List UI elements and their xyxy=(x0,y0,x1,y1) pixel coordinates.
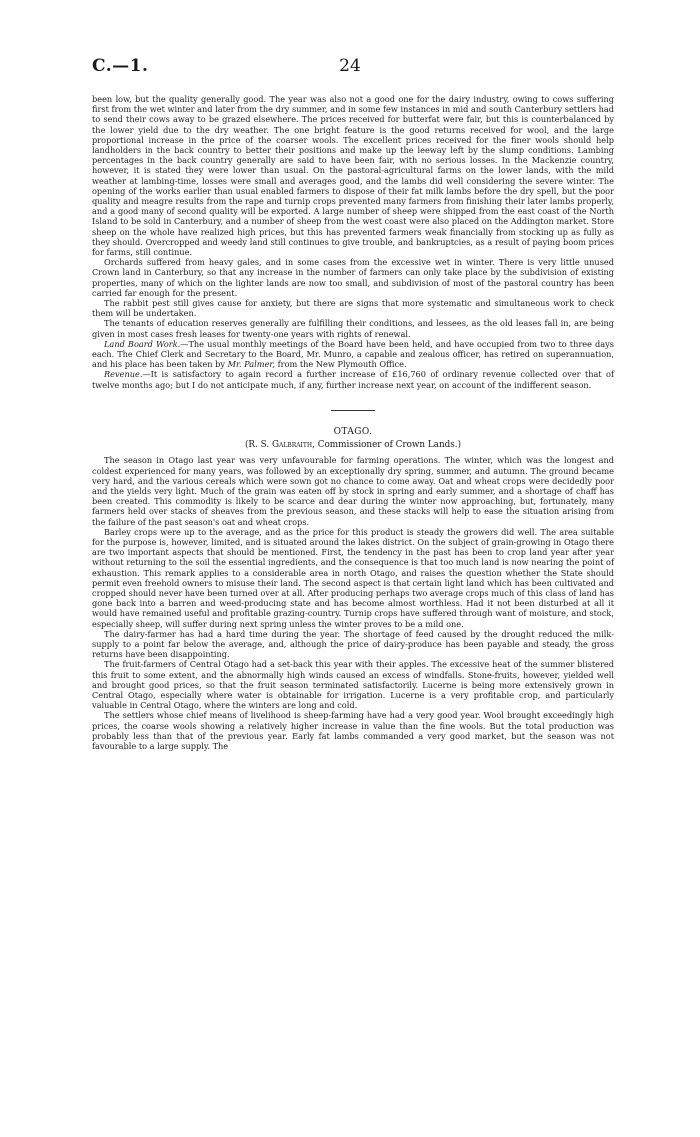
paragraph-text: from the New Plymouth Office. xyxy=(275,359,407,370)
paragraph: The season in Otago last year was very unfavourable for farming operations. The winter, which was the longest and coldest experienced for many years, was followed by an exceptionally dry spring, summer, and autumn. The ground became very hard, and the various cereals which were sown got no chance to come away. Oat and wheat crops were decidedly poor and the yields very light. Much of the grain was eaten off by stock in spring and early summer, and a shortage of chaff has been created. This commodity is likely to be scarce and dear during the winter now approaching, but, fortunately, many farmers held over stacks of sheaves from the previous season, and these stacks will help to ease the situation arising from the failure of the past season's oat and wheat crops. xyxy=(92,455,614,527)
section-author-line xyxy=(92,440,614,450)
paragraph-revenue xyxy=(92,369,614,389)
body-text xyxy=(92,94,614,751)
author-name: Galbraith xyxy=(271,440,313,451)
paragraph: Barley crops were up to the average, and as the price for this product is steady the growers did well. The area suitable for the purpose is, however, limited, and is situated around the lakes district. On the subject of grain-growing in Otago there are two important aspects that should be mentioned. First, the tendency in the past has been to crop land year after year without returning to the soil the essential ingredients, and the consequence is that too much land is now nearing the point of exhaustion. This remark applies to a considerable area in north Otago, and raises the question whether the State should permit even freehold owners to misuse their land. The second aspect is that certain light land which has been cultivated and cropped should never have been turned over at all. After producing perhaps two average crops much of this class of land has gone back into a barren and weed-producing state and has become almost worthless. Had it not been disturbed at all it would have remained useful and profitable grazing-country. Turnip crops have suffered through want of moisture, and stock, especially sheep, will suffer during next spring unless the winter proves to be a mild one. xyxy=(92,526,614,629)
paragraph: The fruit-farmers of Central Otago had a set-back this year with their apples. The excessive heat of the summer blistered this fruit to some extent, and the abnormally high winds caused an excess of windfalls. Stone-fruits, however, yielded well and brought good prices, so that the fruit season terminated satisfactorily. Lucerne is being more extensively grown in Central Otago, especially where water is obtainable for irrigation. Lucerne is a very profitable crop, and particularly valuable in Central Otago, where the winters are long and cold. xyxy=(92,659,614,711)
paragraph: The settlers whose chief means of livelihood is sheep-farming have had a very good year. Wool brought exceedingly high prices, the coarse wools showing a relatively higher increase in value than the fine wools. But the total production was probably less than that of the previous year. Early fat lambs commanded a very good market, but the season was not favourable to a large supply. The xyxy=(92,710,614,751)
page-number: 24 xyxy=(339,56,361,76)
author-open: (R. S. xyxy=(244,440,272,451)
author-title: , Commissioner of Crown Lands.) xyxy=(312,440,461,451)
paragraph: The tenants of education reserves generally are fulfilling their conditions, and lessees, as the old leases fall in, are being given in most cases fresh leases for twenty-one years with rights of renewal. xyxy=(92,318,614,339)
paragraph-text: —It is satisfactory to again record a further increase of £16,760 of ordinary revenue collected over that of twelve months ago; but I do not anticipate much, if any, further increase next year, on account of the indifferent season. xyxy=(92,369,614,390)
paragraph: been low, but the quality generally good. The year was also not a good one for the dairy industry, owing to cows suffering first from the wet winter and later from the dry summer, and in some few instances in mid and south Canterbury settlers had to send their cows away to be grazed elsewhere. The prices received for butterfat were fair, but this is counterbalanced by the lower yield due to the dry weather. The one bright feature is the good returns received for wool, and the large proportional increase in the price of the coarser wools. The excellent prices received for the finer wools should help landholders in the back country to better their positions and make up the leeway left by the slump conditions. Lambing percentages in the back country generally are said to have been fair, with no serious losses. In the Mackenzie country, however, it is stated they were lower than usual. On the pastoral-agricultural farms on the lower lands, with the mild weather at lambing-time, losses were small and averages good, and the lambs did well considering the severe winter. The opening of the works earlier than usual enabled farmers to dispose of their fat milk lambs before the dry spell, but the poor quality and meagre results from the rape and turnip crops prevented many farmers from finishing their later lambs properly, and a good many of second quality will be exported. A large number of sheep were shipped from the east coast of the North Island to be sold in Canterbury, and a number of sheep from the west coast were also placed on the Addington market. Store sheep on the whole have realized high prices, but this has prevented farmers weak financially from stocking up as fully as they should. Overcropped and weedy land still continues to give trouble, and bankruptcies, as a result of paying boom prices for farms, still continue. xyxy=(92,94,614,258)
paragraph-text: —The usual monthly meetings of the Board have been held, and have occupied from two to three days each. The Chief Clerk and Secretary to the Board, Mr. Munro, a capable and zealous officer, has retired on superannuation, and his place has been taken by xyxy=(92,338,614,370)
paragraph: The rabbit pest still gives cause for anxiety, but there are signs that more systematic and simultaneous work to check them will be undertaken. xyxy=(92,298,614,319)
paragraph: The dairy-farmer has had a hard time during the year. The shortage of feed caused by the drought reduced the milk-supply to a point far below the average, and, although the price of dairy-produce has been payable and steady, the gross returns have been disappointing. xyxy=(92,628,614,660)
person-name: Mr. Palmer, xyxy=(227,359,276,370)
section-heading: OTAGO. xyxy=(333,426,373,437)
run-in-heading: Revenue. xyxy=(104,369,143,380)
document-reference: C.—1. xyxy=(92,56,149,76)
paragraph-land-board-work xyxy=(92,339,614,370)
paragraph: Orchards suffered from heavy gales, and in some cases from the excessive wet in winter. There is very little unused Crown land in Canterbury, so that any increase in the number of farmers can only take place by the subdivision of existing properties, many of which on the lighter lands are now too small, and subdivision of most of the pastoral country has been carried far enough for the present. xyxy=(92,257,614,298)
page-header xyxy=(86,56,614,78)
run-in-heading: Land Board Work. xyxy=(104,338,181,349)
section-divider xyxy=(331,410,375,411)
